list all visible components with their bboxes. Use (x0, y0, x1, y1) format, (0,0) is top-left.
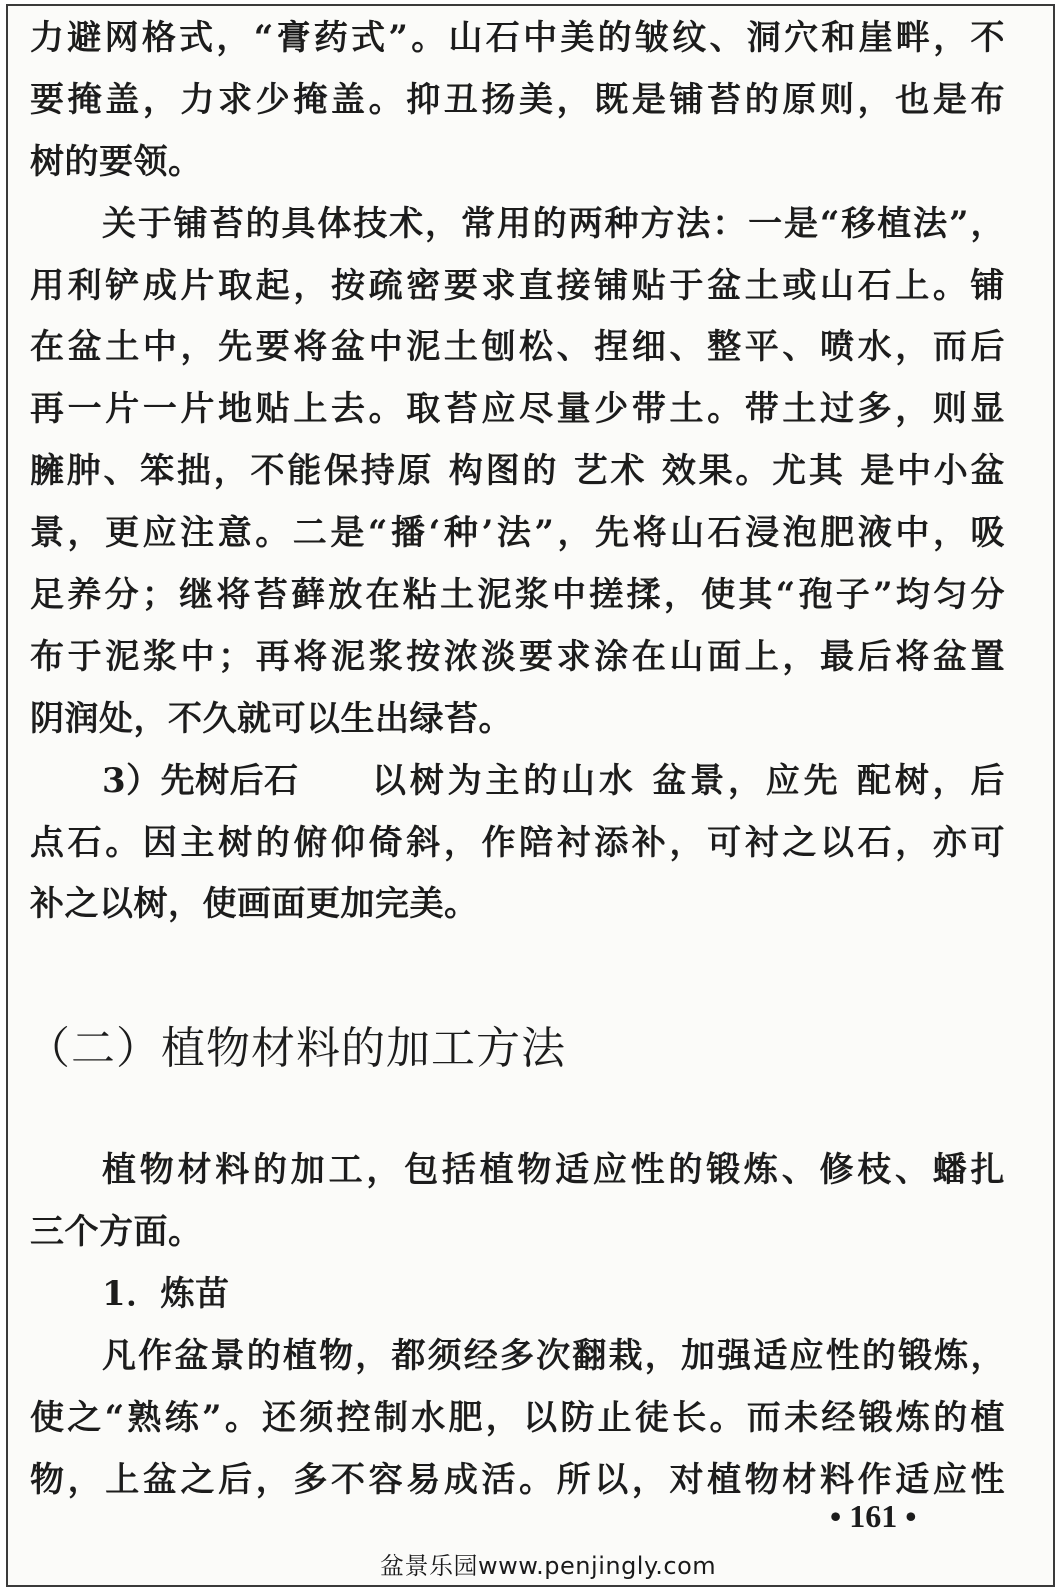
text-line: 要掩盖，力求少掩盖。抑丑扬美，既是铺苔的原则，也是布 (30, 79, 1005, 120)
text-line: 凡作盆景的植物，都须经多次翻栽，加强适应性的锻炼， (102, 1336, 1005, 1377)
text-line: 在盆土中，先要将盆中泥土刨松、捏细、整平、喷水，而后 (30, 327, 1005, 368)
paragraph-5 (30, 1326, 1005, 1512)
text-line: 再一片一片地贴上去。取苔应尽量少带土。带土过多，则显 (30, 389, 1005, 430)
page-number: • 161 • (830, 1498, 917, 1534)
text-line: 树的要领。 (30, 141, 203, 182)
text-line: 补之以树，使画面更加完美。 (30, 884, 479, 925)
paragraph-4 (30, 1140, 1005, 1264)
text-line: 布于泥浆中；再将泥浆按浓淡要求涂在山面上，最后将盆置 (30, 636, 1005, 677)
text-line: 物，上盆之后，多不容易成活。所以，对植物材料作适应性 (30, 1459, 1005, 1500)
subsection-heading: 1．炼苗 (102, 1274, 230, 1315)
item-heading-line (30, 751, 1005, 813)
site-watermark: 盆景乐园www.penjingly.com (380, 1552, 717, 1580)
paragraph-3 (30, 751, 1005, 937)
text-line: 三个方面。 (30, 1212, 203, 1253)
text-line: 阴润处，不久就可以生出绿苔。 (30, 698, 513, 739)
text-line: 植物材料的加工，包括植物适应性的锻炼、修枝、蟠扎 (102, 1150, 1005, 1191)
text-line: 关于铺苔的具体技术，常用的两种方法：一是“移植法”， (102, 203, 1005, 244)
item-first-line-text: 以树为主的山水 盆景，应先 配树，后 (368, 760, 1005, 801)
paragraph-2 (30, 194, 1005, 751)
book-page (26, 8, 1005, 1512)
text-line: 臃肿、笨拙，不能保持原 构图的 艺术 效果。尤其 是中小盆 (30, 451, 1005, 492)
text-line: 使之“熟练”。还须控制水肥，以防止徒长。而未经锻炼的植 (30, 1397, 1005, 1438)
item-title: 3）先树后石 (102, 760, 299, 801)
section-heading: （二）植物材料的加工方法 (26, 1023, 566, 1075)
text-line: 足养分；继将苔藓放在粘土泥浆中搓揉，使其“孢子”均匀分 (30, 575, 1005, 616)
text-line: 力避网格式，“膏药式”。山石中美的皱纹、洞穴和崖畔，不 (30, 18, 1005, 58)
text-line: 用利铲成片取起，按疏密要求直接铺贴于盆土或山石上。铺 (30, 265, 1005, 306)
text-line: 点石。因主树的俯仰倚斜，作陪衬添补，可衬之以石，亦可 (30, 822, 1005, 863)
paragraph-1 (30, 8, 1005, 194)
text-line: 景，更应注意。二是“播‘种’法”，先将山石浸泡肥液中，吸 (30, 513, 1005, 554)
